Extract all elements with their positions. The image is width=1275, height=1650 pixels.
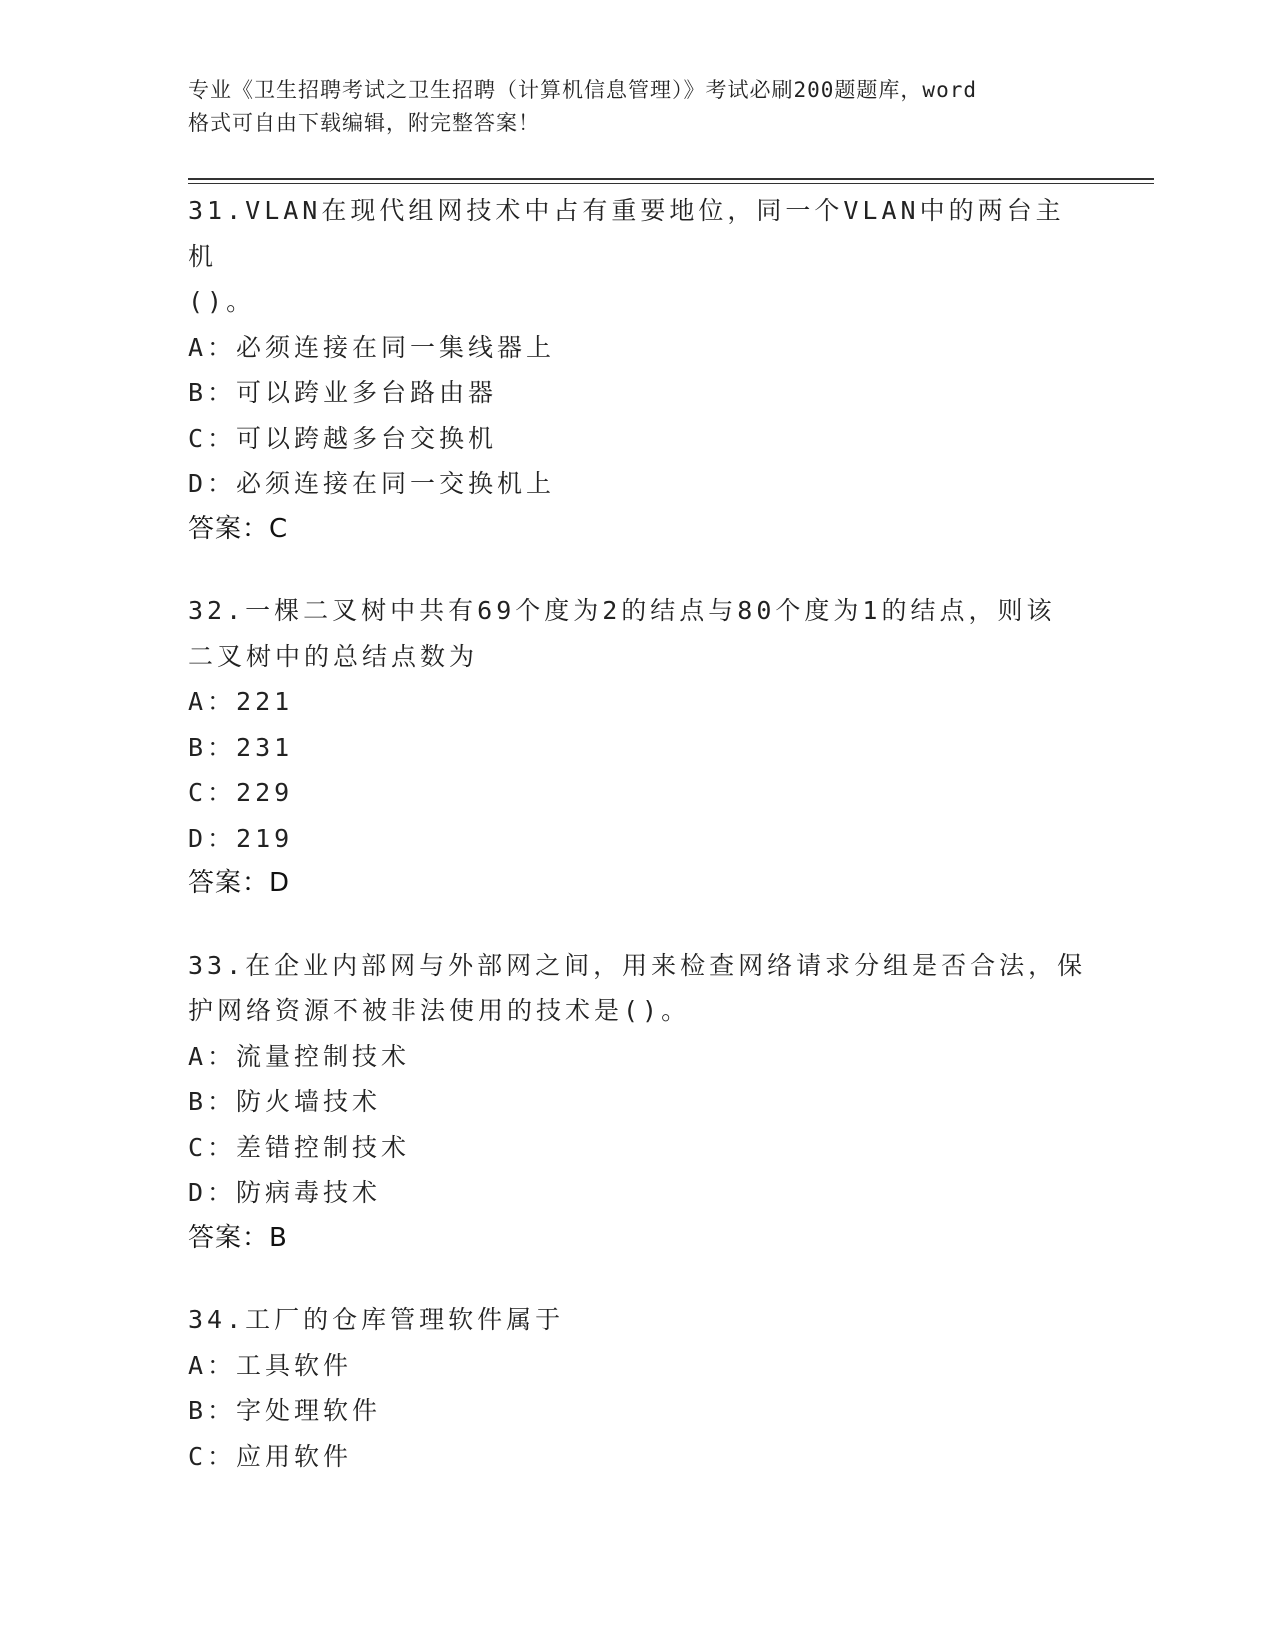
header-line-2: 格式可自由下载编辑，附完整答案！ — [188, 111, 540, 135]
option-c: C：应用软件 — [188, 1441, 353, 1471]
document-header — [188, 74, 1088, 140]
option-d: D：必须连接在同一交换机上 — [188, 469, 556, 498]
answer-key: 答案：B — [188, 1222, 288, 1253]
question-stem: 32.一棵二叉树中共有69个度为2的结点与80个度为1的结点，则该 — [188, 596, 1056, 625]
question-stem-continued: 二叉树中的总结点数为 — [188, 641, 479, 671]
header-divider-thin — [188, 183, 1154, 184]
question-34 — [188, 1297, 1088, 1479]
option-b: B：231 — [188, 732, 294, 762]
option-c: C：可以跨越多台交换机 — [188, 423, 498, 453]
option-b: B：防火墙技术 — [188, 1087, 382, 1116]
header-divider-thick — [188, 178, 1154, 180]
option-c: C：229 — [188, 778, 294, 807]
question-stem-continued: ()。 — [188, 287, 256, 316]
question-31 — [188, 188, 1088, 552]
question-list — [188, 188, 1088, 1515]
question-stem-continued: 护网络资源不被非法使用的技术是()。 — [188, 996, 691, 1025]
question-stem: 34.工厂的仓库管理软件属于 — [188, 1305, 565, 1334]
option-a: A：工具软件 — [188, 1350, 353, 1380]
question-32 — [188, 588, 1088, 907]
option-c: C：差错控制技术 — [188, 1132, 411, 1162]
answer-key: 答案：D — [188, 868, 291, 898]
option-d: D：219 — [188, 823, 294, 853]
option-a: A：流量控制技术 — [188, 1041, 411, 1071]
answer-key: 答案：C — [188, 513, 289, 544]
option-a: A：221 — [188, 687, 294, 716]
option-d: D：防病毒技术 — [188, 1178, 382, 1207]
option-a: A：必须连接在同一集线器上 — [188, 332, 556, 362]
option-b: B：可以跨业多台路由器 — [188, 378, 498, 407]
option-b: B：字处理软件 — [188, 1396, 382, 1425]
header-line-1: 专业《卫生招聘考试之卫生招聘（计算机信息管理）》考试必刷200题题库，word — [188, 78, 977, 102]
question-33 — [188, 943, 1088, 1262]
question-stem: 33.在企业内部网与外部网之间，用来检查网络请求分组是否合法，保 — [188, 950, 1087, 980]
question-stem: 31.VLAN在现代组网技术中占有重要地位，同一个VLAN中的两台主机 — [188, 196, 1065, 271]
